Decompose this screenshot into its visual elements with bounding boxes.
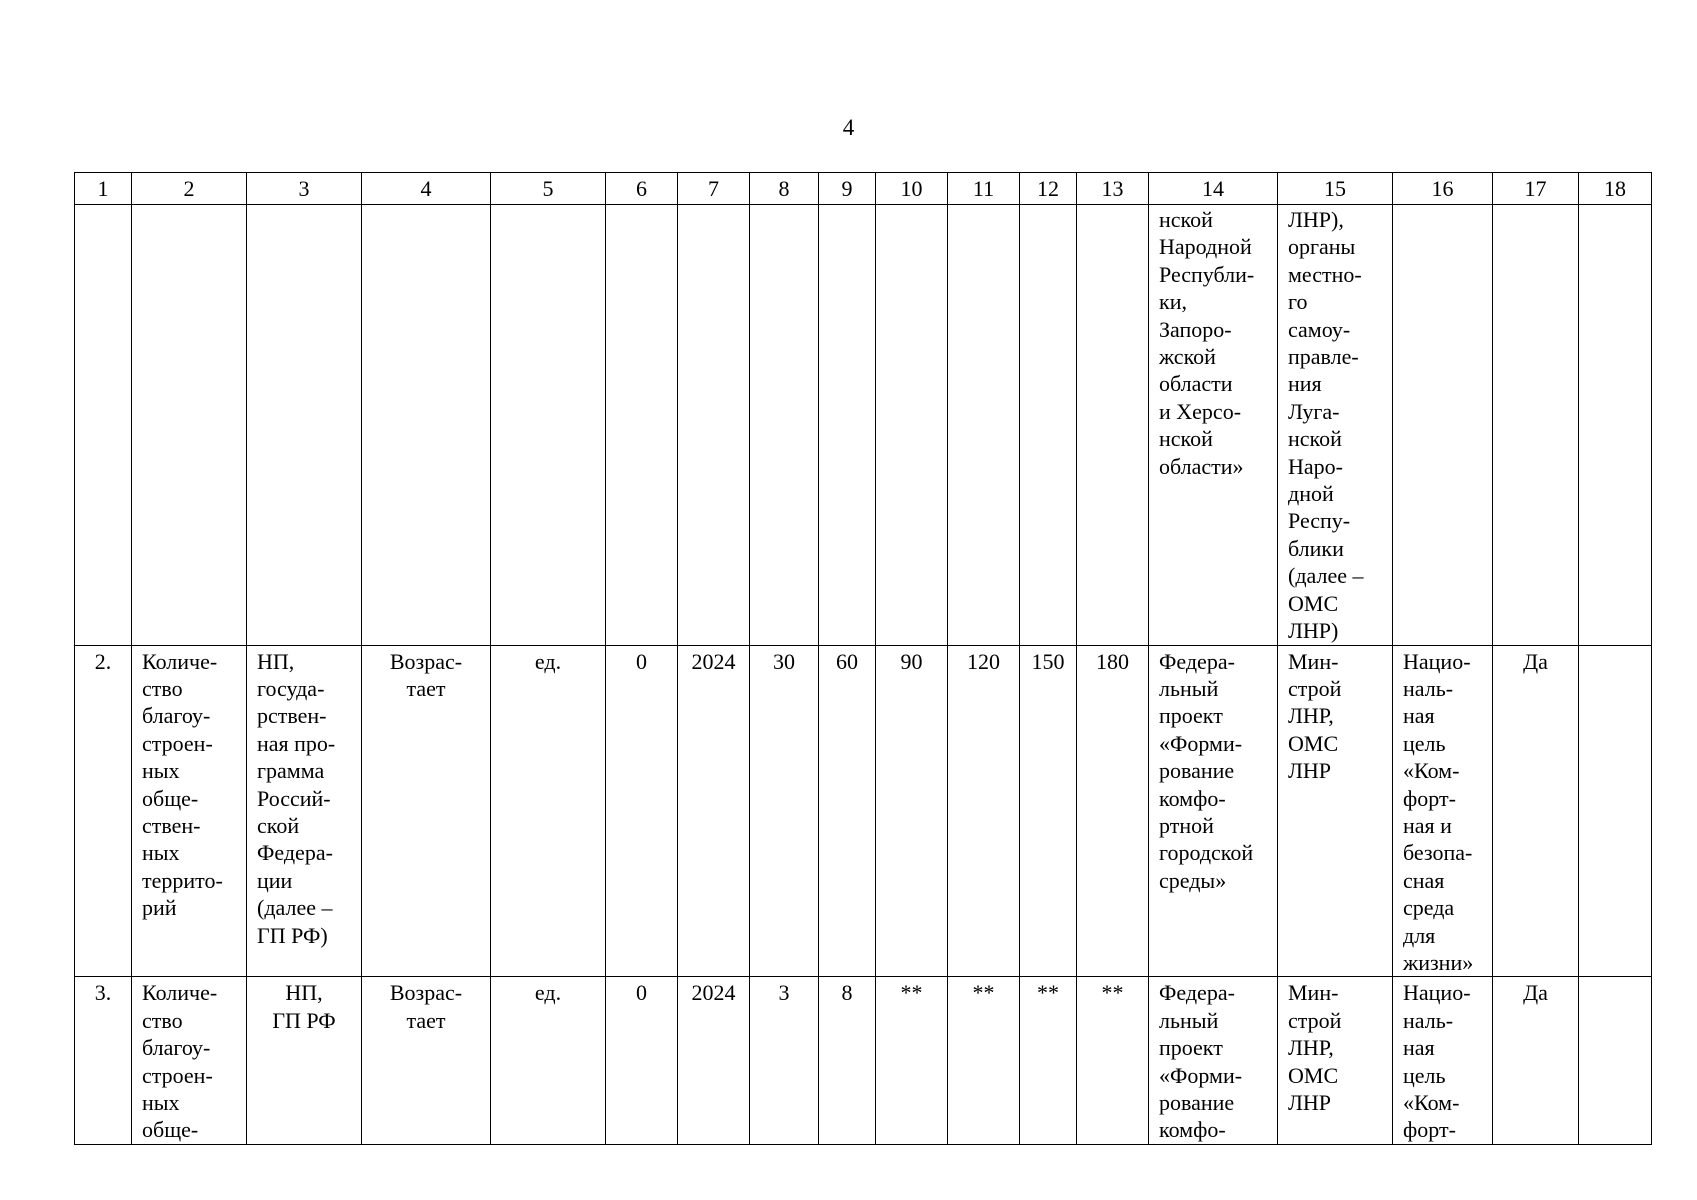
value-cell <box>1077 205 1149 646</box>
value-cell: 30 <box>750 645 819 977</box>
header-cell-1: 1 <box>75 173 132 205</box>
flag-cell: Да <box>1493 977 1579 1144</box>
row-number-cell <box>75 205 132 646</box>
header-cell-7: 7 <box>678 173 750 205</box>
extra-cell <box>1579 645 1652 977</box>
value-cell: 60 <box>819 645 876 977</box>
value-cell: 90 <box>876 645 948 977</box>
indicator-name-cell <box>132 205 247 646</box>
base-value-cell: 0 <box>606 645 678 977</box>
page-number: 4 <box>842 115 855 140</box>
value-cell <box>819 205 876 646</box>
header-cell-9: 9 <box>819 173 876 205</box>
table-row <box>75 977 1652 1144</box>
value-cell: 3 <box>750 977 819 1144</box>
base-year-cell <box>678 205 750 646</box>
header-cell-11: 11 <box>948 173 1020 205</box>
value-cell: 8 <box>819 977 876 1144</box>
indicator-name-cell: Количе- ство благоу- строен- ных обще- <box>132 977 247 1144</box>
trend-cell <box>362 205 491 646</box>
responsible-cell: Мин- строй ЛНР, ОМС ЛНР <box>1278 645 1393 977</box>
extra-cell <box>1579 977 1652 1144</box>
header-cell-3: 3 <box>247 173 362 205</box>
header-cell-18: 18 <box>1579 173 1652 205</box>
unit-cell: ед. <box>491 977 606 1144</box>
value-cell: ** <box>948 977 1020 1144</box>
value-cell: 120 <box>948 645 1020 977</box>
value-cell <box>876 205 948 646</box>
value-cell: ** <box>1077 977 1149 1144</box>
header-cell-17: 17 <box>1493 173 1579 205</box>
header-cell-12: 12 <box>1020 173 1077 205</box>
header-cell-15: 15 <box>1278 173 1393 205</box>
trend-cell: Возрас- тает <box>362 645 491 977</box>
document-cell: Федера- льный проект «Форми- рование комфо- <box>1149 977 1278 1144</box>
flag-cell <box>1493 205 1579 646</box>
value-cell <box>948 205 1020 646</box>
unit-cell: ед. <box>491 645 606 977</box>
value-cell <box>750 205 819 646</box>
base-year-cell: 2024 <box>678 977 750 1144</box>
header-row <box>75 173 1652 205</box>
table-row <box>75 645 1652 977</box>
header-cell-16: 16 <box>1393 173 1493 205</box>
extra-cell <box>1579 205 1652 646</box>
goal-link-cell <box>1393 205 1493 646</box>
header-cell-6: 6 <box>606 173 678 205</box>
header-cell-14: 14 <box>1149 173 1278 205</box>
value-cell: 180 <box>1077 645 1149 977</box>
indicator-name-cell: Количе- ство благоу- строен- ных обще- ствен- ных террито- рий <box>132 645 247 977</box>
responsible-cell: ЛНР), органы местно- го самоу- правле- ния Луга- нской Наро- дной Респу- блики (далее – ОМС ЛНР) <box>1278 205 1393 646</box>
flag-cell: Да <box>1493 645 1579 977</box>
value-cell: 150 <box>1020 645 1077 977</box>
row-number-cell: 3. <box>75 977 132 1144</box>
indicators-table <box>74 172 1652 1145</box>
header-cell-5: 5 <box>491 173 606 205</box>
level-cell: НП, ГП РФ <box>247 977 362 1144</box>
unit-cell <box>491 205 606 646</box>
trend-cell: Возрас- тает <box>362 977 491 1144</box>
row-number-cell: 2. <box>75 645 132 977</box>
goal-link-cell: Нацио- наль- ная цель «Ком- форт- <box>1393 977 1493 1144</box>
value-cell: ** <box>1020 977 1077 1144</box>
document-cell: Федера- льный проект «Форми- рование комфо- ртной городской среды» <box>1149 645 1278 977</box>
header-cell-13: 13 <box>1077 173 1149 205</box>
header-cell-2: 2 <box>132 173 247 205</box>
base-value-cell: 0 <box>606 977 678 1144</box>
base-year-cell: 2024 <box>678 645 750 977</box>
level-cell: НП, госуда- рствен- ная про- грамма Россий- ской Федера- ции (далее – ГП РФ) <box>247 645 362 977</box>
header-cell-8: 8 <box>750 173 819 205</box>
goal-link-cell: Нацио- наль- ная цель «Ком- форт- ная и безопа- сная среда для жизни» <box>1393 645 1493 977</box>
base-value-cell <box>606 205 678 646</box>
level-cell <box>247 205 362 646</box>
responsible-cell: Мин- строй ЛНР, ОМС ЛНР <box>1278 977 1393 1144</box>
value-cell <box>1020 205 1077 646</box>
value-cell: ** <box>876 977 948 1144</box>
header-cell-10: 10 <box>876 173 948 205</box>
header-cell-4: 4 <box>362 173 491 205</box>
table-row <box>75 205 1652 646</box>
document-cell: нской Народной Республи- ки, Запоро- жской области и Херсо- нской области» <box>1149 205 1278 646</box>
